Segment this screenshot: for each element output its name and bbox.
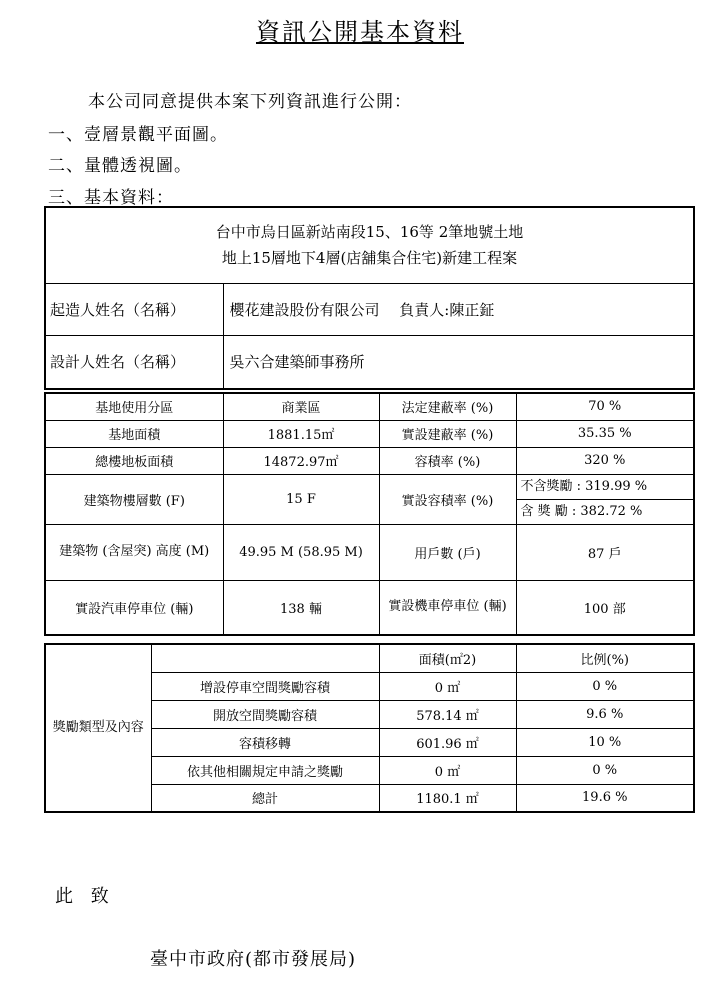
moto-parking-value: 100 部: [516, 580, 694, 635]
floors-label: 建築物樓層數 (F): [45, 474, 223, 524]
recipient: 臺中市政府(都市發展局): [150, 949, 357, 970]
height-value: 49.95 M (58.95 M): [223, 524, 379, 580]
bonus-row-area: 578.14 ㎡: [379, 700, 516, 728]
bonus-row-name: 增設停車空間獎勵容積: [151, 672, 379, 700]
bonus-row-ratio: 0 %: [516, 672, 694, 700]
builder-value: 櫻花建設股份有限公司 負責人:陳正鉦: [223, 283, 694, 335]
bonus-row-ratio: 9.6 %: [516, 700, 694, 728]
floor-area-label: 總樓地板面積: [45, 447, 223, 474]
car-parking-value: 138 輛: [223, 580, 379, 635]
bonus-total-ratio: 19.6 %: [516, 784, 694, 812]
builder-label: 起造人姓名（名稱）: [45, 283, 223, 335]
bonus-row-area: 0 ㎡: [379, 672, 516, 700]
moto-parking-label: 實設機車停車位 (輛): [379, 580, 516, 635]
actual-far-with-bonus: 含 獎 勵 : 382.72 %: [517, 499, 694, 524]
project-info-table: [44, 206, 695, 390]
bonus-table: [44, 643, 695, 813]
bonus-ratio-header: 比例(%): [516, 644, 694, 672]
site-area-label: 基地面積: [45, 420, 223, 447]
bonus-total-label: 總計: [151, 784, 379, 812]
document-title: 資訊公開基本資料: [256, 18, 464, 46]
units-value: 87 戶: [516, 524, 694, 580]
bonus-header-blank: [151, 644, 379, 672]
actual-far-values: [516, 474, 694, 524]
item-basic-data: 三、基本資料：: [48, 188, 174, 208]
item-perspective: 二、量體透視圖。: [48, 156, 192, 176]
actual-coverage-label: 實設建蔽率 (%): [379, 420, 516, 447]
actual-far-label: 實設容積率 (%): [379, 474, 516, 524]
floors-value: 15 F: [223, 474, 379, 524]
coverage-label: 法定建蔽率 (%): [379, 393, 516, 420]
bonus-row-area: 601.96 ㎡: [379, 728, 516, 756]
actual-far-no-bonus: 不含獎勵 : 319.99 %: [520, 478, 648, 494]
bonus-row-ratio: 0 %: [516, 756, 694, 784]
basic-data-table: [44, 392, 695, 636]
height-label: 建築物 (含屋突) 高度 (M): [45, 524, 223, 580]
project-name-cell: [45, 207, 694, 283]
bonus-row-ratio: 10 %: [516, 728, 694, 756]
bonus-row-name: 容積移轉: [151, 728, 379, 756]
bonus-row-name: 開放空間獎勵容積: [151, 700, 379, 728]
bonus-section-label: 獎勵類型及內容: [45, 644, 151, 812]
bonus-area-header: 面積(㎡2): [379, 644, 516, 672]
land-use-label: 基地使用分區: [45, 393, 223, 420]
land-use-value: 商業區: [223, 393, 379, 420]
intro-text: 本公司同意提供本案下列資訊進行公開：: [88, 92, 412, 112]
units-label: 用戶數 (戶): [379, 524, 516, 580]
bonus-row-area: 0 ㎡: [379, 756, 516, 784]
salutation: 此 致: [55, 886, 115, 907]
coverage-value: 70 %: [516, 393, 694, 420]
designer-label: 設計人姓名（名稱）: [45, 335, 223, 389]
far-value: 320 %: [516, 447, 694, 474]
designer-value: 吳六合建築師事務所: [223, 335, 694, 389]
floor-area-value: 14872.97㎡: [223, 447, 379, 474]
bonus-row-name: 依其他相關規定申請之獎勵: [151, 756, 379, 784]
actual-coverage-value: 35.35 %: [516, 420, 694, 447]
bonus-total-area: 1180.1 ㎡: [379, 784, 516, 812]
project-name-line1: 台中市烏日區新站南段15、16等 2筆地號土地: [215, 223, 524, 242]
car-parking-label: 實設汽車停車位 (輛): [45, 580, 223, 635]
project-name-line2: 地上15層地下4層(店舖集合住宅)新建工程案: [221, 249, 518, 268]
item-landscape-plan: 一、壹層景觀平面圖。: [48, 125, 228, 145]
far-label: 容積率 (%): [379, 447, 516, 474]
site-area-value: 1881.15㎡: [223, 420, 379, 447]
